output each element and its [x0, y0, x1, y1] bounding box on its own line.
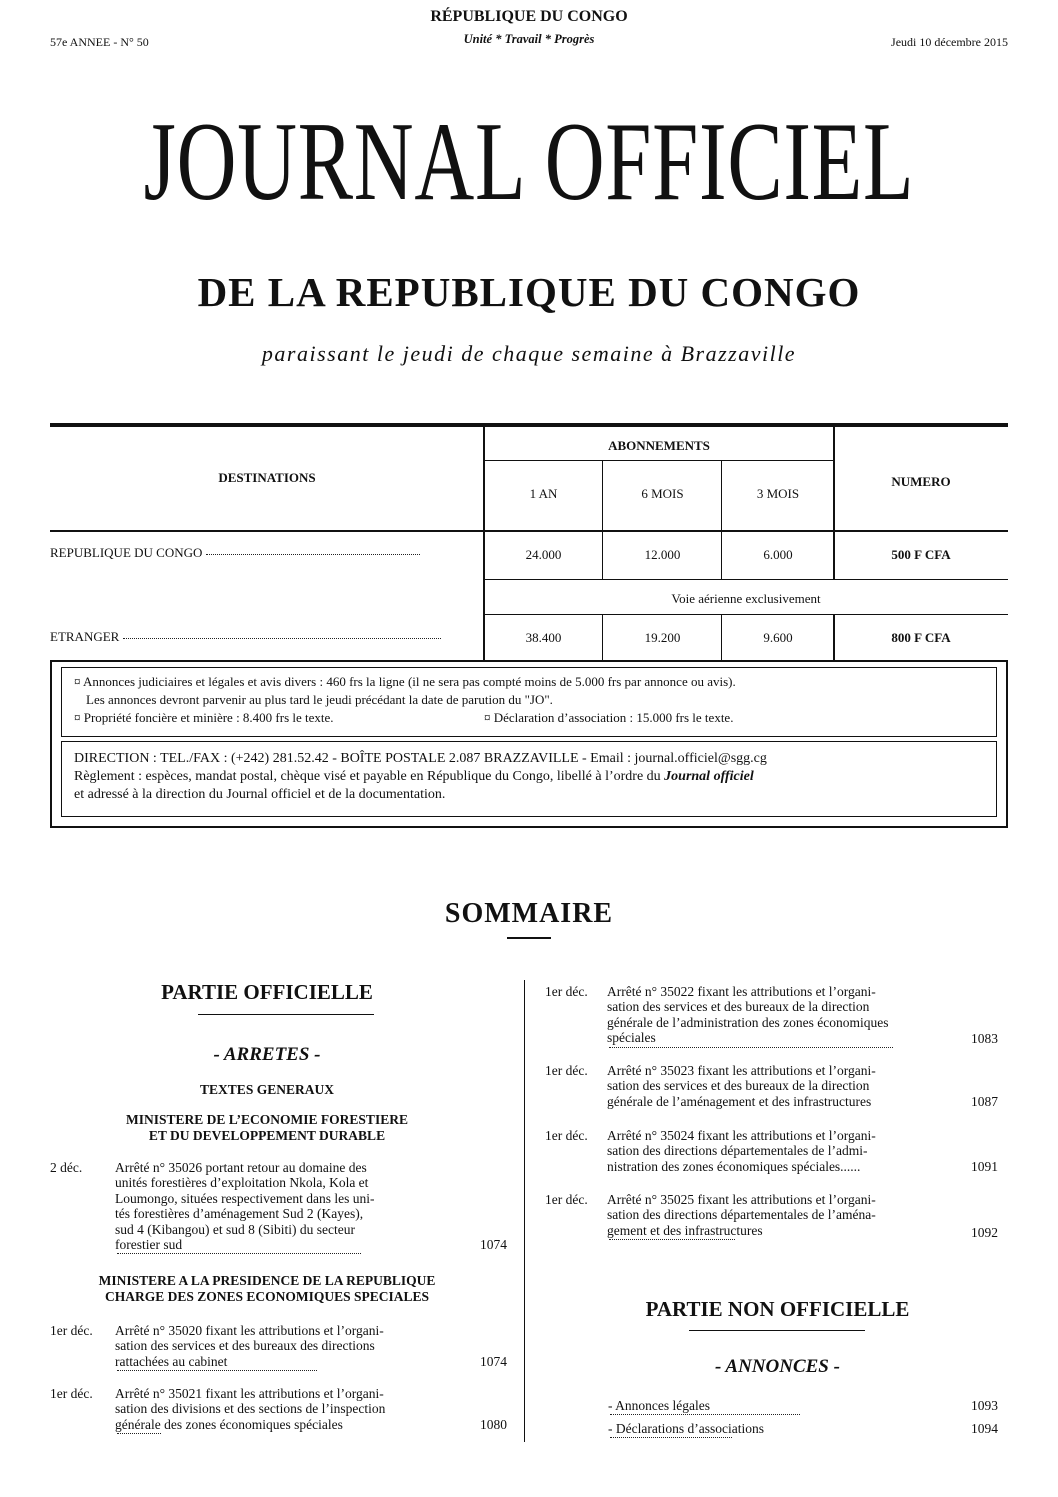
toc-entry[interactable]: [545, 1192, 1010, 1242]
entry-page: 1092: [971, 1225, 998, 1240]
toc-entry[interactable]: [50, 1386, 514, 1436]
entry-page: 1080: [480, 1417, 507, 1432]
toc-entry[interactable]: [608, 1398, 1010, 1416]
partie-officielle-title: PARTIE OFFICIELLE: [161, 980, 373, 1004]
entry-text: Arrêté n° 35024 fixant les attributions et l’organi- sation des directions départementales de l’admi- nistration des zones économiques spéciales......: [607, 1128, 876, 1174]
entry-text: Arrêté n° 35022 fixant les attributions et l’organi- sation des services et des bureaux de la direction générale de l’administration des zones économiques spéciales: [607, 984, 893, 1048]
dest-congo: REPUBLIQUE DU CONGO: [50, 545, 455, 561]
entry-page: 1093: [971, 1398, 998, 1413]
congo-6mois: 12.000: [644, 547, 681, 562]
toc-entry[interactable]: [545, 1128, 1010, 1178]
issue-date: Jeudi 10 décembre 2015: [891, 35, 1008, 49]
etranger-6mois: 19.200: [644, 630, 681, 645]
partie-non-officielle-rule: [689, 1330, 865, 1331]
entry-text: Arrêté n° 35023 fixant les attributions et l’organi- sation des services et des bureaux de la direction générale de l’aménagement et des infrastructures: [607, 1063, 876, 1109]
entry-text: Arrêté n° 35020 fixant les attributions et l’organi- sation des services et des bureaux des directions rattachées au cabinet: [115, 1323, 384, 1371]
toc-entry[interactable]: [608, 1421, 1010, 1439]
abonnements-header: ABONNEMENTS: [608, 438, 710, 453]
entry-page: 1083: [971, 1031, 998, 1046]
entry-date: 1er déc.: [50, 1323, 93, 1338]
textes-generaux-heading: TEXTES GENERAUX: [200, 1082, 334, 1097]
congo-3mois: 6.000: [763, 547, 793, 562]
etranger-3mois: 9.600: [763, 630, 793, 645]
entry-date: 1er déc.: [545, 984, 588, 999]
journal-subtitle: DE LA REPUBLIQUE DU CONGO: [197, 269, 861, 315]
ministere-economie-forestiere: MINISTERE DE L’ECONOMIE FORESTIERE ET DU DEVELOPPEMENT DURABLE: [126, 1112, 408, 1143]
destinations-header: DESTINATIONS: [218, 470, 316, 485]
ministere-presidence: MINISTERE A LA PRESIDENCE DE LA REPUBLIQUE CHARGE DES ZONES ECONOMIQUES SPECIALES: [98, 1273, 436, 1304]
notice-association: ¤ Déclaration d’association : 15.000 frs le texte.: [484, 710, 734, 725]
toc-entry[interactable]: [50, 1323, 514, 1373]
entry-text: Arrêté n° 35021 fixant les attributions et l’organi- sation des divisions et des sections de l’inspection générale des zones économiques spéciales: [115, 1386, 385, 1434]
notice-annonces: ¤ Annonces judiciaires et légales et avis divers : 460 frs la ligne (il ne sera pas compté moins de 5.000 frs par annonce ou avis).: [74, 674, 736, 689]
direction-contact: DIRECTION : TEL./FAX : (+242) 281.52.42 - BOÎTE POSTALE 2.087 BRAZZAVILLE - Email : journal.officiel@sgg.cg: [74, 751, 767, 766]
sommaire-rule: [507, 937, 551, 939]
congo-numero: 500 F CFA: [891, 547, 951, 562]
entry-date: 1er déc.: [50, 1386, 93, 1401]
entry-date: 2 déc.: [50, 1160, 83, 1175]
entry-date: 1er déc.: [545, 1063, 588, 1078]
entry-page: 1087: [971, 1094, 998, 1109]
toc-entry[interactable]: [545, 1063, 1010, 1113]
numero-header: NUMERO: [891, 474, 951, 489]
sommaire-title: SOMMAIRE: [444, 898, 614, 929]
period-6mois: 6 MOIS: [641, 486, 684, 501]
issue-number: 57e ANNEE - N° 50: [50, 35, 149, 49]
etranger-1an: 38.400: [525, 630, 562, 645]
entry-page: 1091: [971, 1159, 998, 1174]
republic-name: RÉPUBLIQUE DU CONGO: [430, 8, 628, 25]
period-3mois: 3 MOIS: [756, 486, 800, 501]
dest-etranger: ETRANGER: [50, 629, 455, 645]
entry-date: 1er déc.: [545, 1128, 588, 1143]
entry-page: 1074: [480, 1354, 507, 1369]
direction-reglement: Règlement : espèces, mandat postal, chèque visé et payable en République du Congo, libellé à l’ordre du Journal officiel: [74, 769, 754, 784]
air-note: Voie aérienne exclusivement: [671, 591, 821, 606]
congo-1an: 24.000: [525, 547, 562, 562]
etranger-numero: 800 F CFA: [891, 630, 951, 645]
annonces-heading: - ANNONCES -: [715, 1356, 840, 1377]
partie-non-officielle-title: PARTIE NON OFFICIELLE: [645, 1297, 910, 1321]
motto: Unité * Travail * Progrès: [463, 32, 595, 46]
column-divider: [524, 980, 525, 1442]
direction-address: et adressé à la direction du Journal officiel et de la documentation.: [74, 787, 446, 802]
toc-entry[interactable]: [545, 984, 1010, 1049]
period-1an: 1 AN: [529, 486, 558, 501]
journal-tagline: paraissant le jeudi de chaque semaine à Brazzaville: [261, 341, 797, 366]
entry-page: 1074: [480, 1237, 507, 1252]
entry-text: - Déclarations d’associations: [608, 1421, 764, 1438]
toc-entry[interactable]: [50, 1160, 514, 1260]
entry-date: 1er déc.: [545, 1192, 588, 1207]
arretes-heading: - ARRETES -: [213, 1044, 321, 1065]
entry-page: 1094: [971, 1421, 998, 1436]
entry-text: - Annonces légales: [608, 1398, 800, 1415]
notice-deadline: Les annonces devront parvenir au plus tard le jeudi précédant la date de parution du "JO".: [86, 692, 553, 707]
notice-propriete: ¤ Propriété foncière et minière : 8.400 frs le texte.: [74, 710, 334, 725]
partie-officielle-rule: [198, 1014, 374, 1015]
journal-title: JOURNAL OFFICIEL: [143, 100, 915, 224]
entry-text: Arrêté n° 35025 fixant les attributions et l’organi- sation des directions départementales de l’aména- gement et des infrastructures: [607, 1192, 876, 1240]
entry-text: Arrêté n° 35026 portant retour au domaine des unités forestières d’exploitation Nkola, Kola et Loumongo, situées respectivement dans les uni- tés forestières d’aménagement Sud 2 (Kayes), sud 4 (Kibangou) et sud 8 (Sibiti) du secteur forestier sud: [115, 1160, 374, 1254]
